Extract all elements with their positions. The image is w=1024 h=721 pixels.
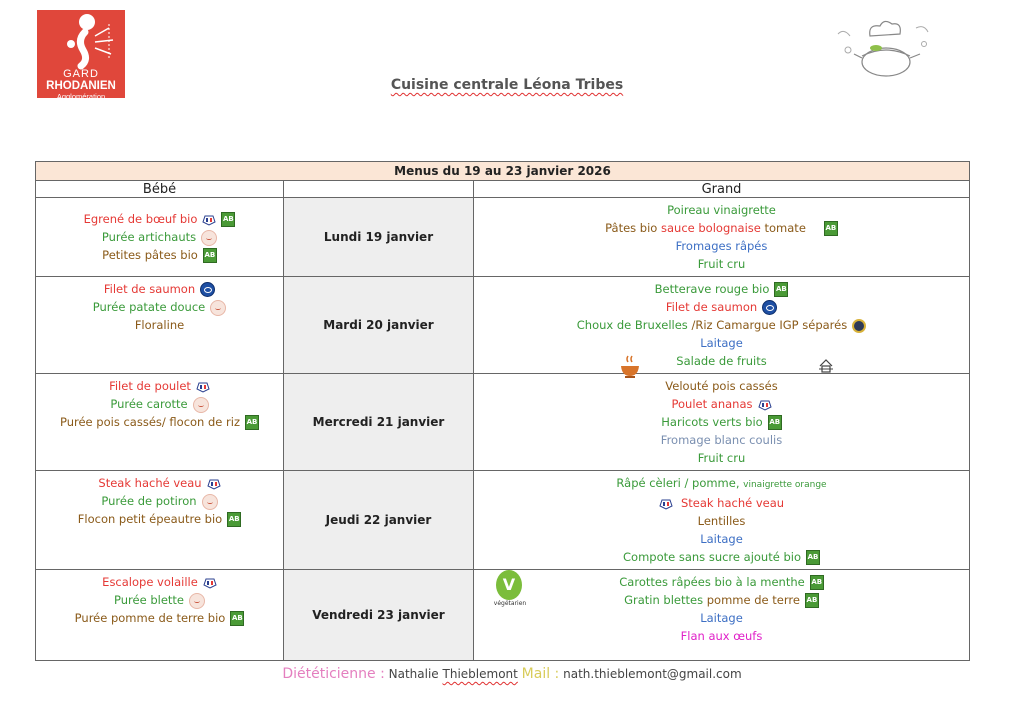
dieteticienne-last-name: Thieblemont (442, 667, 518, 681)
page-title (0, 77, 1014, 93)
france-origin-icon (202, 214, 216, 226)
bio-label-icon: AB (230, 611, 244, 626)
menu-item: Laitage (700, 336, 743, 350)
menu-item: Pâtes bio sauce bolognaise tomate AB (605, 221, 837, 235)
mail-label: Mail : (521, 666, 560, 682)
dieteticienne-first-name: Nathalie (388, 667, 439, 681)
menu-item: Compote sans sucre ajouté bio AB (623, 550, 819, 564)
bio-label-icon: AB (221, 212, 235, 227)
menu-item: Purée carotte (36, 395, 283, 413)
day-row-jeudi (36, 471, 970, 570)
menu-item: Fruit cru (697, 451, 746, 465)
menu-item: Escalope volaille (36, 573, 283, 591)
day-row-lundi (36, 198, 970, 277)
bebe-cell (36, 570, 284, 661)
menu-item: Laitage (700, 611, 743, 625)
bio-label-icon: AB (806, 550, 820, 565)
msc-sustainable-fish-icon (200, 282, 215, 297)
day-label: Mercredi 21 janvier (284, 374, 474, 471)
menu-item: Purée artichauts (36, 228, 283, 246)
menu-item: Purée de potiron (36, 492, 283, 510)
menu-item: Poulet ananas (474, 395, 969, 413)
menu-item: Salade de fruits (676, 354, 767, 368)
menu-item: Egrené de bœuf bio AB (83, 212, 234, 226)
france-origin-icon (659, 498, 673, 510)
baby-face-icon (202, 494, 218, 510)
vegetarian-badge: V (496, 570, 522, 600)
menu-item: Steak haché veau (474, 494, 969, 512)
day-label: Vendredi 23 janvier (284, 570, 474, 661)
bio-label-icon: AB (774, 282, 788, 297)
bebe-cell (36, 374, 284, 471)
menu-item: Gratin blettes pomme de terre AB (624, 593, 818, 607)
menu-item: Flan aux œufs (680, 629, 763, 643)
menu-item: Petites pâtes bio AB (102, 248, 216, 262)
column-header-grand: Grand (474, 181, 970, 198)
bebe-cell (36, 471, 284, 570)
vegetarian-icon (490, 570, 530, 610)
grand-cell (474, 471, 970, 570)
bio-label-icon: AB (768, 415, 782, 430)
menu-item: Lentilles (697, 514, 746, 528)
bio-label-icon: AB (824, 221, 838, 236)
menu-item: Filet de saumon (36, 280, 283, 298)
grand-cell (474, 570, 970, 661)
column-header-day (284, 181, 474, 198)
bio-label-icon: AB (805, 593, 819, 608)
vegetarian-label: végétarien (493, 600, 527, 607)
france-origin-icon (758, 399, 772, 411)
france-origin-icon (196, 381, 210, 393)
footer (0, 666, 1024, 682)
menu-item: Fruit cru (697, 257, 746, 271)
msc-sustainable-fish-icon (762, 300, 777, 315)
france-origin-icon (203, 577, 217, 589)
baby-face-icon (201, 230, 217, 246)
cooking-pot-illustration-icon (834, 14, 934, 84)
column-header-bebe: Bébé (36, 181, 284, 198)
menu-header: Menus du 19 au 23 janvier 2026 (36, 162, 970, 181)
baby-face-icon (193, 397, 209, 413)
grand-cell (474, 374, 970, 471)
menu-header-row (36, 162, 970, 181)
bebe-cell (36, 277, 284, 374)
logo-line-2: RHODANIEN (46, 80, 116, 92)
bio-label-icon: AB (203, 248, 217, 263)
menu-item: Floraline (134, 318, 185, 332)
igp-label-icon (852, 319, 866, 333)
house-icon (818, 358, 834, 374)
bio-label-icon: AB (810, 575, 824, 590)
grand-cell (474, 198, 970, 277)
menu-item: Râpé cèleri / pomme, vinaigrette orange (616, 476, 827, 490)
menu-item: Purée patate douce (36, 298, 283, 316)
menu-item: Purée pois cassés/ flocon de riz AB (59, 415, 258, 429)
bio-label-icon: AB (245, 415, 259, 430)
menu-item: Fromages râpés (675, 239, 768, 253)
day-label: Lundi 19 janvier (284, 198, 474, 277)
menu-item: Purée blette (36, 591, 283, 609)
bebe-cell (36, 198, 284, 277)
menu-item: Haricots verts bio AB (661, 415, 781, 429)
logo-line-3: Agglomération (56, 92, 106, 101)
email-address: nath.thieblemont@gmail.com (563, 667, 742, 681)
column-header-row (36, 181, 970, 198)
menu-item: Purée pomme de terre bio AB (74, 611, 243, 625)
logo-symbol-icon (37, 10, 125, 70)
soup-bowl-icon (620, 354, 640, 380)
menu-item: Betterave rouge bio AB (654, 282, 787, 296)
day-row-mercredi (36, 374, 970, 471)
menu-item: Choux de Bruxelles /Riz Camargue IGP séparés (474, 316, 969, 334)
day-label: Mardi 20 janvier (284, 277, 474, 374)
menu-item: Carottes râpées bio à la menthe AB (619, 575, 823, 589)
baby-face-icon (210, 300, 226, 316)
dieteticienne-label: Diététicienne : (282, 666, 385, 682)
menu-item: Velouté pois cassés (665, 379, 778, 393)
page-title-text: Cuisine centrale Léona Tribes (390, 77, 624, 93)
grand-cell (474, 277, 970, 374)
menu-item: Poireau vinaigrette (667, 203, 776, 217)
day-label: Jeudi 22 janvier (284, 471, 474, 570)
bio-label-icon: AB (227, 512, 241, 527)
menu-item: Filet de saumon (474, 298, 969, 316)
france-origin-icon (207, 478, 221, 490)
baby-face-icon (189, 593, 205, 609)
menu-item: Flocon petit épeautre bio AB (77, 512, 240, 526)
logo-line-1: GARD (63, 68, 99, 80)
menu-item: Steak haché veau (36, 474, 283, 492)
menu-item: Filet de poulet (36, 377, 283, 395)
menu-item: Fromage blanc coulis (660, 433, 783, 447)
menu-item: Laitage (700, 532, 743, 546)
